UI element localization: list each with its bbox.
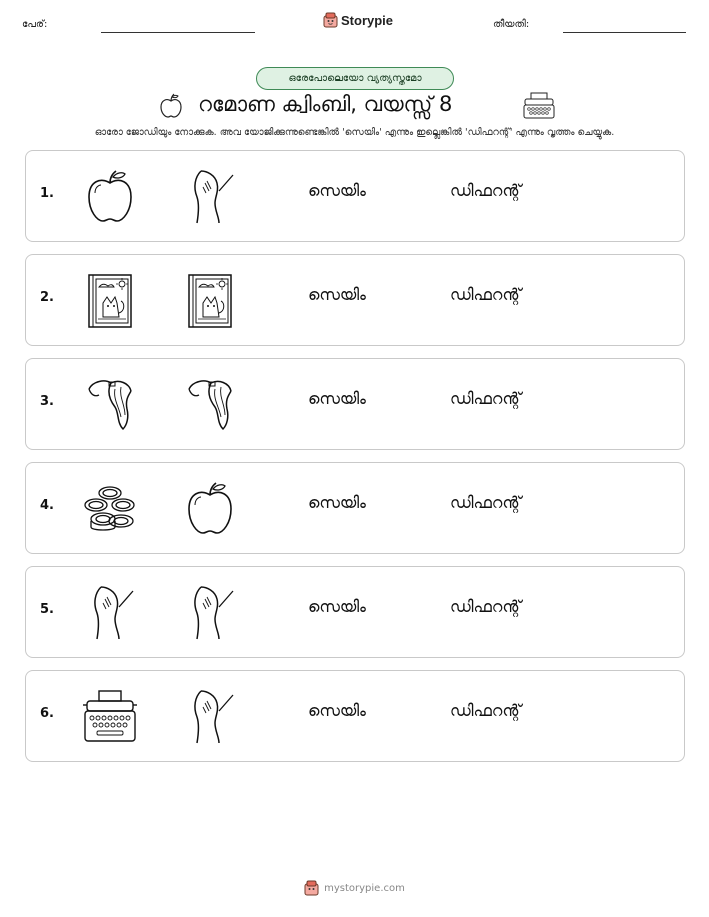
ponytail-icon	[181, 377, 239, 433]
storypie-logo-icon	[323, 12, 338, 28]
option-same[interactable]: സെയിം	[308, 285, 366, 304]
option-different[interactable]: ഡിഫറന്റ്	[450, 701, 522, 720]
coins-icon	[81, 481, 139, 537]
question-row	[25, 150, 685, 242]
typewriter-icon	[522, 92, 556, 120]
option-different[interactable]: ഡിഫറന്റ്	[450, 493, 522, 512]
title-row	[0, 92, 709, 120]
option-different[interactable]: ഡിഫറന്റ്	[450, 597, 522, 616]
knee-icon	[181, 169, 239, 225]
book-icon	[81, 273, 139, 329]
option-same[interactable]: സെയിം	[308, 597, 366, 616]
question-number: 3.	[40, 394, 54, 409]
storypie-logo-icon	[304, 880, 319, 896]
question-row	[25, 254, 685, 346]
ponytail-icon	[81, 377, 139, 433]
option-same[interactable]: സെയിം	[308, 181, 366, 200]
apple-icon	[181, 481, 239, 537]
option-same[interactable]: സെയിം	[308, 389, 366, 408]
apple-icon	[159, 93, 183, 119]
option-same[interactable]: സെയിം	[308, 701, 366, 720]
brand-logo	[323, 12, 393, 28]
knee-icon	[181, 585, 239, 641]
book-icon	[181, 273, 239, 329]
footer-url[interactable]: mystorypie.com	[324, 882, 405, 894]
worksheet-header	[0, 0, 709, 45]
instructions: ഓരോ ജോഡിയും നോക്കുക. അവ യോജിക്കുന്നുണ്ടെങ്കിൽ 'സെയിം' എന്നും ഇല്ലെങ്കിൽ 'ഡിഫറന്റ്' എന്നും വൃത്തം ചെയ്യുക.	[94, 127, 615, 138]
page-title: റമോണ ക്വിംബി, വയസ്സ് 8	[198, 92, 453, 116]
name-label: പേര്:	[22, 19, 48, 30]
date-line[interactable]	[563, 32, 686, 33]
footer	[0, 880, 709, 896]
knee-icon	[181, 689, 239, 745]
apple-icon	[81, 169, 139, 225]
question-number: 5.	[40, 602, 54, 617]
name-line[interactable]	[101, 32, 255, 33]
question-row	[25, 358, 685, 450]
question-row	[25, 566, 685, 658]
question-row	[25, 670, 685, 762]
category-badge: ഒരേപോലെയോ വ്യത്യസ്തമോ	[256, 67, 454, 90]
option-different[interactable]: ഡിഫറന്റ്	[450, 285, 522, 304]
question-number: 2.	[40, 290, 54, 305]
option-different[interactable]: ഡിഫറന്റ്	[450, 389, 522, 408]
knee-icon	[81, 585, 139, 641]
question-number: 6.	[40, 706, 54, 721]
typewriter-icon	[81, 689, 139, 745]
option-same[interactable]: സെയിം	[308, 493, 366, 512]
date-label: തീയതി:	[493, 19, 530, 30]
question-row	[25, 462, 685, 554]
brand-name: Storypie	[341, 12, 394, 28]
option-different[interactable]: ഡിഫറന്റ്	[450, 181, 522, 200]
question-number: 1.	[40, 186, 54, 201]
question-number: 4.	[40, 498, 54, 513]
